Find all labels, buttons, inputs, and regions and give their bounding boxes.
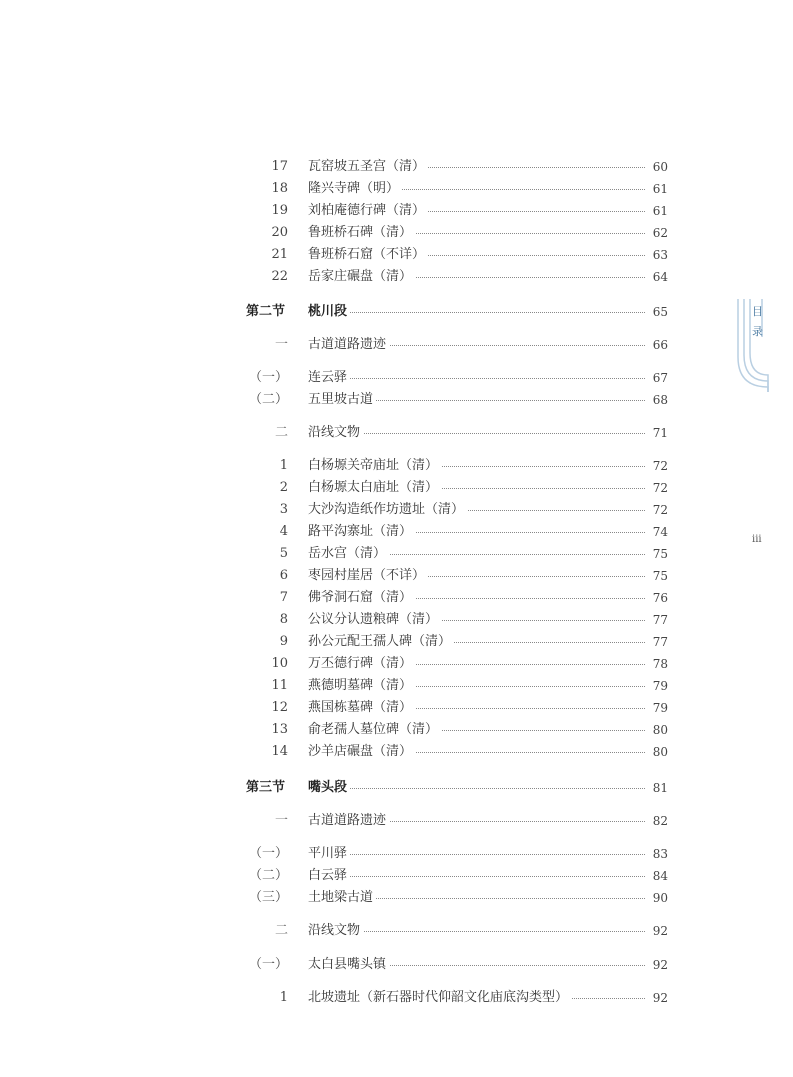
toc-entry-title[interactable]: 大沙沟造纸作坊遗址（清） [308,500,467,520]
toc-entry-page: 72 [646,478,668,498]
toc-entry-page: 72 [646,500,668,520]
toc-entry-number: 第二节 [246,304,286,319]
toc-entry-title[interactable]: 古道道路遗迹 [308,335,389,355]
toc-entry-number: 13 [271,722,288,737]
toc-entry[interactable] [0,698,793,718]
toc-entry-title[interactable]: 北坡遗址（新石器时代仰韶文化庙底沟类型） [308,988,571,1008]
toc-entry[interactable] [0,566,793,586]
toc-entry[interactable] [0,988,793,1008]
toc-entry-number: 8 [279,612,288,627]
toc-entry-number: 1 [279,990,288,1005]
dot-leader [310,854,655,855]
toc-entry-title[interactable]: 枣园村崖居（不详） [308,566,428,586]
toc-entry-page: 82 [646,811,668,831]
toc-entry-page: 65 [646,302,668,322]
dot-leader [310,378,655,379]
toc-entry[interactable] [0,302,793,322]
toc-entry-page: 61 [646,179,668,199]
toc-entry-number: 二 [274,923,288,938]
toc-entry[interactable] [0,157,793,177]
toc-entry-page: 75 [646,544,668,564]
toc-entry-page: 75 [646,566,668,586]
toc-entry[interactable] [0,654,793,674]
toc-entry-page: 92 [646,955,668,975]
toc-entry-number: 22 [271,269,288,284]
toc-entry-number: 12 [271,700,288,715]
toc-entry-number: 17 [271,159,288,174]
toc-entry-title[interactable]: 燕国栋墓碑（清） [308,698,415,718]
toc-entry[interactable] [0,179,793,199]
toc-entry[interactable] [0,588,793,608]
toc-entry-page: 81 [646,778,668,798]
toc-entry-title[interactable]: 沿线文物 [308,921,363,941]
toc-entry-title[interactable]: 燕德明墓碑（清） [308,676,415,696]
toc-entry[interactable] [0,368,793,388]
toc-entry-title[interactable]: 路平沟寨址（清） [308,522,415,542]
toc-entry-title[interactable]: 太白县嘴头镇 [308,955,389,975]
toc-entry-number: 11 [271,678,288,693]
toc-entry-number: 20 [271,225,288,240]
toc-entry-page: 67 [646,368,668,388]
toc-entry-title[interactable]: 孙公元配王孺人碑（清） [308,632,454,652]
side-nav-label-mu[interactable]: 目 [752,305,763,318]
toc-entry-number: 18 [271,181,288,196]
toc-entry-title[interactable]: 五里坡古道 [308,390,376,410]
toc-entry-title[interactable]: 土地梁古道 [308,888,376,908]
toc-entry-title[interactable]: 白杨塬关帝庙址（清） [308,456,441,476]
toc-entry-title[interactable]: 岳家庄碾盘（清） [308,267,415,287]
toc-entry-number: （三） [248,890,288,905]
dot-leader [310,876,655,877]
toc-entry[interactable] [0,632,793,652]
toc-entry[interactable] [0,811,793,831]
toc-entry-number: 5 [279,546,288,561]
toc-entry-page: 90 [646,888,668,908]
toc-entry[interactable] [0,522,793,542]
toc-entry-number: （一） [248,370,288,385]
toc-entry-number: 9 [279,634,288,649]
dot-leader [310,312,655,313]
toc-entry-page: 66 [646,335,668,355]
toc-entry-number: （一） [248,846,288,861]
toc-entry-page: 71 [646,423,668,443]
toc-entry-page: 79 [646,676,668,696]
toc-entry-page: 92 [646,988,668,1008]
toc-entry-title[interactable]: 白杨塬太白庙址（清） [308,478,441,498]
toc-entry[interactable] [0,610,793,630]
toc-entry[interactable] [0,844,793,864]
toc-entry-title[interactable]: 桃川段 [308,302,350,322]
toc-entry-title[interactable]: 公议分认遗粮碑（清） [308,610,441,630]
toc-entry-title[interactable]: 古道道路遗迹 [308,811,389,831]
toc-entry[interactable] [0,544,793,564]
toc-entry[interactable] [0,742,793,762]
toc-entry-title[interactable]: 岳水宫（清） [308,544,389,564]
toc-entry-page: 80 [646,742,668,762]
toc-entry-page: 72 [646,456,668,476]
toc-entry-page: 80 [646,720,668,740]
toc-entry-title[interactable]: 隆兴寺碑（明） [308,179,402,199]
dot-leader [310,788,655,789]
toc-entry[interactable] [0,921,793,941]
toc-entry[interactable] [0,676,793,696]
toc-entry[interactable] [0,478,793,498]
toc-entry-page: 68 [646,390,668,410]
toc-entry-title[interactable]: 鲁班桥石窟（不详） [308,245,428,265]
page-number: iii [752,534,762,545]
toc-entry-title[interactable]: 鲁班桥石碑（清） [308,223,415,243]
toc-entry-title[interactable]: 万丕德行碑（清） [308,654,415,674]
toc-entry[interactable] [0,390,793,410]
toc-entry-number: 7 [279,590,288,605]
toc-entry-page: 79 [646,698,668,718]
toc-entry-number: 第三节 [246,780,286,795]
toc-entry-number: 21 [271,247,288,262]
toc-entry-title[interactable]: 连云驿 [308,368,350,388]
toc-entry-number: 14 [271,744,288,759]
toc-entry-title[interactable]: 瓦窑坡五圣宫（清） [308,157,428,177]
toc-entry-page: 92 [646,921,668,941]
toc-entry-page: 84 [646,866,668,886]
toc-entry-page: 60 [646,157,668,177]
toc-entry-title[interactable]: 沿线文物 [308,423,363,443]
toc-entry-page: 76 [646,588,668,608]
toc-entry[interactable] [0,720,793,740]
toc-entry[interactable] [0,223,793,243]
toc-entry-number: 1 [279,458,288,473]
toc-entry-title[interactable]: 沙羊店碾盘（清） [308,742,415,762]
toc-entry-title[interactable]: 佛爷洞石窟（清） [308,588,415,608]
toc-entry[interactable] [0,778,793,798]
toc-entry-title[interactable]: 刘柏庵德行碑（清） [308,201,428,221]
toc-entry[interactable] [0,201,793,221]
toc-entry-page: 64 [646,267,668,287]
toc-entry[interactable] [0,955,793,975]
toc-entry-page: 78 [646,654,668,674]
toc-entry[interactable] [0,245,793,265]
toc-entry-number: （二） [248,392,288,407]
toc-entry-number: 一 [274,337,288,352]
toc-entry-title[interactable]: 嘴头段 [308,778,350,798]
toc-entry[interactable] [0,866,793,886]
toc-entry-number: 19 [271,203,288,218]
toc-entry-number: 6 [279,568,288,583]
toc-entry-title[interactable]: 白云驿 [308,866,350,886]
toc-entry-title[interactable]: 俞老孺人墓位碑（清） [308,720,441,740]
toc-entry-page: 77 [646,632,668,652]
toc-entry-number: 一 [274,813,288,828]
toc-entry-page: 63 [646,245,668,265]
toc-entry-number: 10 [271,656,288,671]
toc-entry-title[interactable]: 平川驿 [308,844,350,864]
toc-entry-number: （二） [248,868,288,883]
toc-entry[interactable] [0,500,793,520]
toc-entry-page: 83 [646,844,668,864]
side-nav-label-lu[interactable]: 录 [752,325,763,338]
toc-entry[interactable] [0,456,793,476]
toc-entry-number: 4 [279,524,288,539]
toc-entry[interactable] [0,423,793,443]
toc-entry-number: 3 [279,502,288,517]
toc-entry-page: 77 [646,610,668,630]
toc-entry[interactable] [0,888,793,908]
toc-entry[interactable] [0,267,793,287]
toc-entry-number: （一） [248,957,288,972]
toc-entry-number: 2 [279,480,288,495]
toc-entry-page: 74 [646,522,668,542]
toc-entry-number: 二 [274,425,288,440]
toc-entry-page: 61 [646,201,668,221]
toc-entry-page: 62 [646,223,668,243]
toc-entry[interactable] [0,335,793,355]
